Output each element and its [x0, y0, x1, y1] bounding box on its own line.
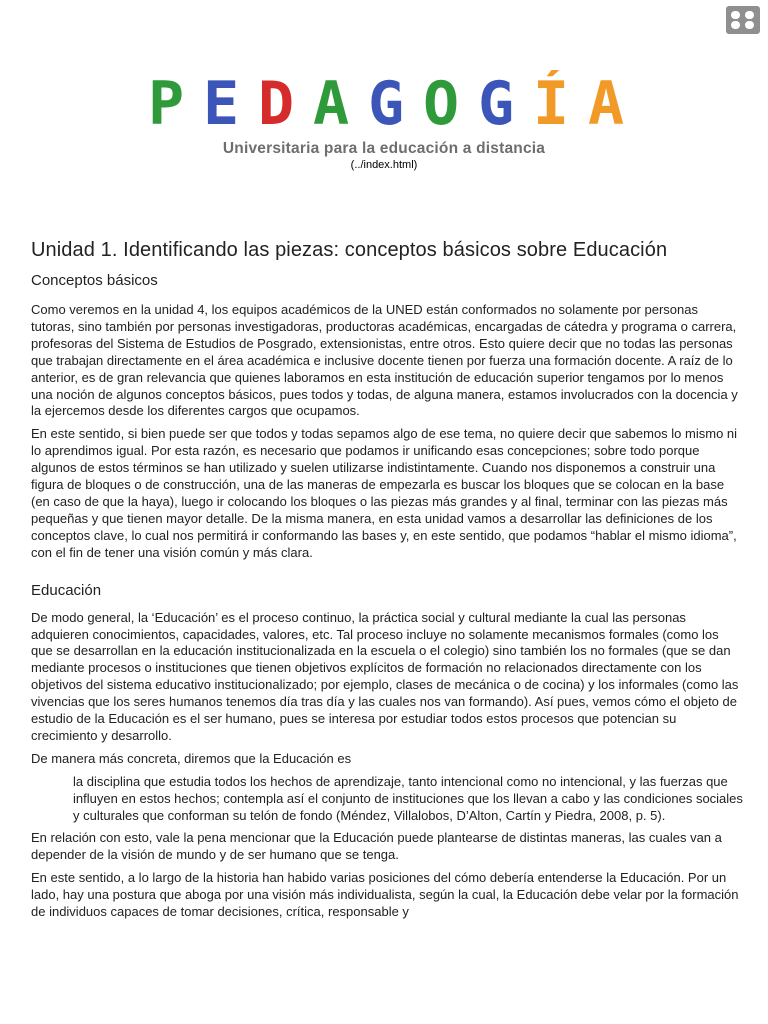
menu-button[interactable]	[726, 6, 760, 34]
logo-letter: Í	[532, 70, 570, 130]
logo-letter: D	[257, 70, 295, 130]
logo-wordmark	[136, 70, 632, 130]
paragraph: En relación con esto, vale la pena mencionar que la Educación puede plantearse de distintas maneras, las cuales van a depender de la visión de mundo y de ser humano que se tenga.	[31, 830, 722, 863]
logo-tagline: Universitaria para la educación a distancia	[222, 140, 546, 157]
logo-letter: A	[587, 70, 625, 130]
logo-letter: O	[422, 70, 460, 130]
logo-letter: G	[367, 70, 405, 130]
section-heading-conceptos: Conceptos básicos	[31, 272, 158, 289]
paragraph: De manera más concreta, diremos que la Educación es	[31, 750, 352, 766]
logo-letter: A	[312, 70, 350, 130]
section-heading-educacion: Educación	[31, 581, 102, 599]
paragraph: De modo general, la ‘Educación’ es el proceso continuo, la práctica social y cultural mediante la cual las personas adquieren conocimientos, capacidades, valores, etc. Tal proceso incluye no solamente mecanismos formales (como los que se desarrollan en la educación institucionalizada en la escuela o el colegio) sino también los no formales (que se dan mediante procesos o instituciones que tienen objetivos explícitos de formación no relacionados directamente con los objetivos del sistema educativo institucionalizado; por ejemplo, clases de mecánica o de cocina) y los informales (como las vivencias que los seres humanos tenemos día tras día y las cuales nos van formando). Así pues, vemos cómo el objeto de estudio de la Educación es el ser humano, pues se interesa por estudiar todos estos procesos que potencian su crecimiento y desarrollo.	[31, 609, 739, 743]
logo-letter: G	[477, 70, 515, 130]
paragraph: Como veremos en la unidad 4, los equipos académicos de la UNED están conformados no solamente por personas tutoras, sino también por personas investigadoras, productoras académicas, encargadas de cátedra y programa o carrera, profesoras del Sistema de Estudios de Posgrado, extensionistas, entre otros. Esto quiere decir que no todas las personas que trabajan directamente en el área académica e inclusive docente tienen por fuerza una formación docente. A raíz de lo anterior, es de gran relevancia que quienes laboramos en esta institución de educación superior tengamos por lo menos una noción de algunos conceptos básicos, pues todos y todas, de alguna manera, estamos involucrados con la docencia y la ejercemos desde los diferentes cargos que ocupamos.	[31, 302, 738, 419]
main-content	[31, 236, 743, 921]
logo-letter: E	[202, 70, 240, 130]
block-quote: la disciplina que estudia todos los hechos de aprendizaje, tanto intencional como no intencional, y las fuerzas que influyen en estos hechos; contempla así el conjunto de instituciones que los llevan a cabo y las condiciones sociales y culturales que conforman su telón de fondo (Méndez, Villalobos, D’Alton, Cartín y Piedra, 2008, p. 5).	[73, 773, 743, 823]
paragraph: En este sentido, si bien puede ser que todos y todas sepamos algo de ese tema, no quiere decir que sabemos lo mismo ni lo aprendimos igual. Por esta razón, es necesario que podamos ir unificando esas concepciones; sobre todo porque algunos de estos términos se han utilizado y suelen utilizarse indistintamente. Cuando nos disponemos a construir una figura de bloques o de construcción, una de las maneras de empezarla es buscar los bloques que se colocan en la base (en caso de que la haya), luego ir colocando los bloques o las piezas más grandes y al final, terminar con las piezas más pequeñas y que tienen mayor detalle. De la misma manera, en esta unidad vamos a desarrollar las definiciones de los conceptos clave, lo cual nos permitirá ir conformando las bases y, en este sentido, que podamos “hablar el mismo idioma”, con el fin de tener una visión común y más clara.	[31, 426, 738, 560]
home-link[interactable]: (../index.html)	[350, 159, 418, 171]
logo-letter: P	[147, 70, 185, 130]
paragraph: En este sentido, a lo largo de la historia han habido varias posiciones del cómo debería entenderse la Educación. Por un lado, hay una postura que aboga por una visión más individualista, según la cual, la Educación debe velar por la formación de individuos capaces de tomar decisiones, crítica, responsable y	[31, 870, 739, 920]
grid-icon	[731, 11, 740, 19]
page-title: Unidad 1. Identificando las piezas: conceptos básicos sobre Educación	[31, 239, 668, 261]
site-logo[interactable]	[0, 70, 768, 130]
